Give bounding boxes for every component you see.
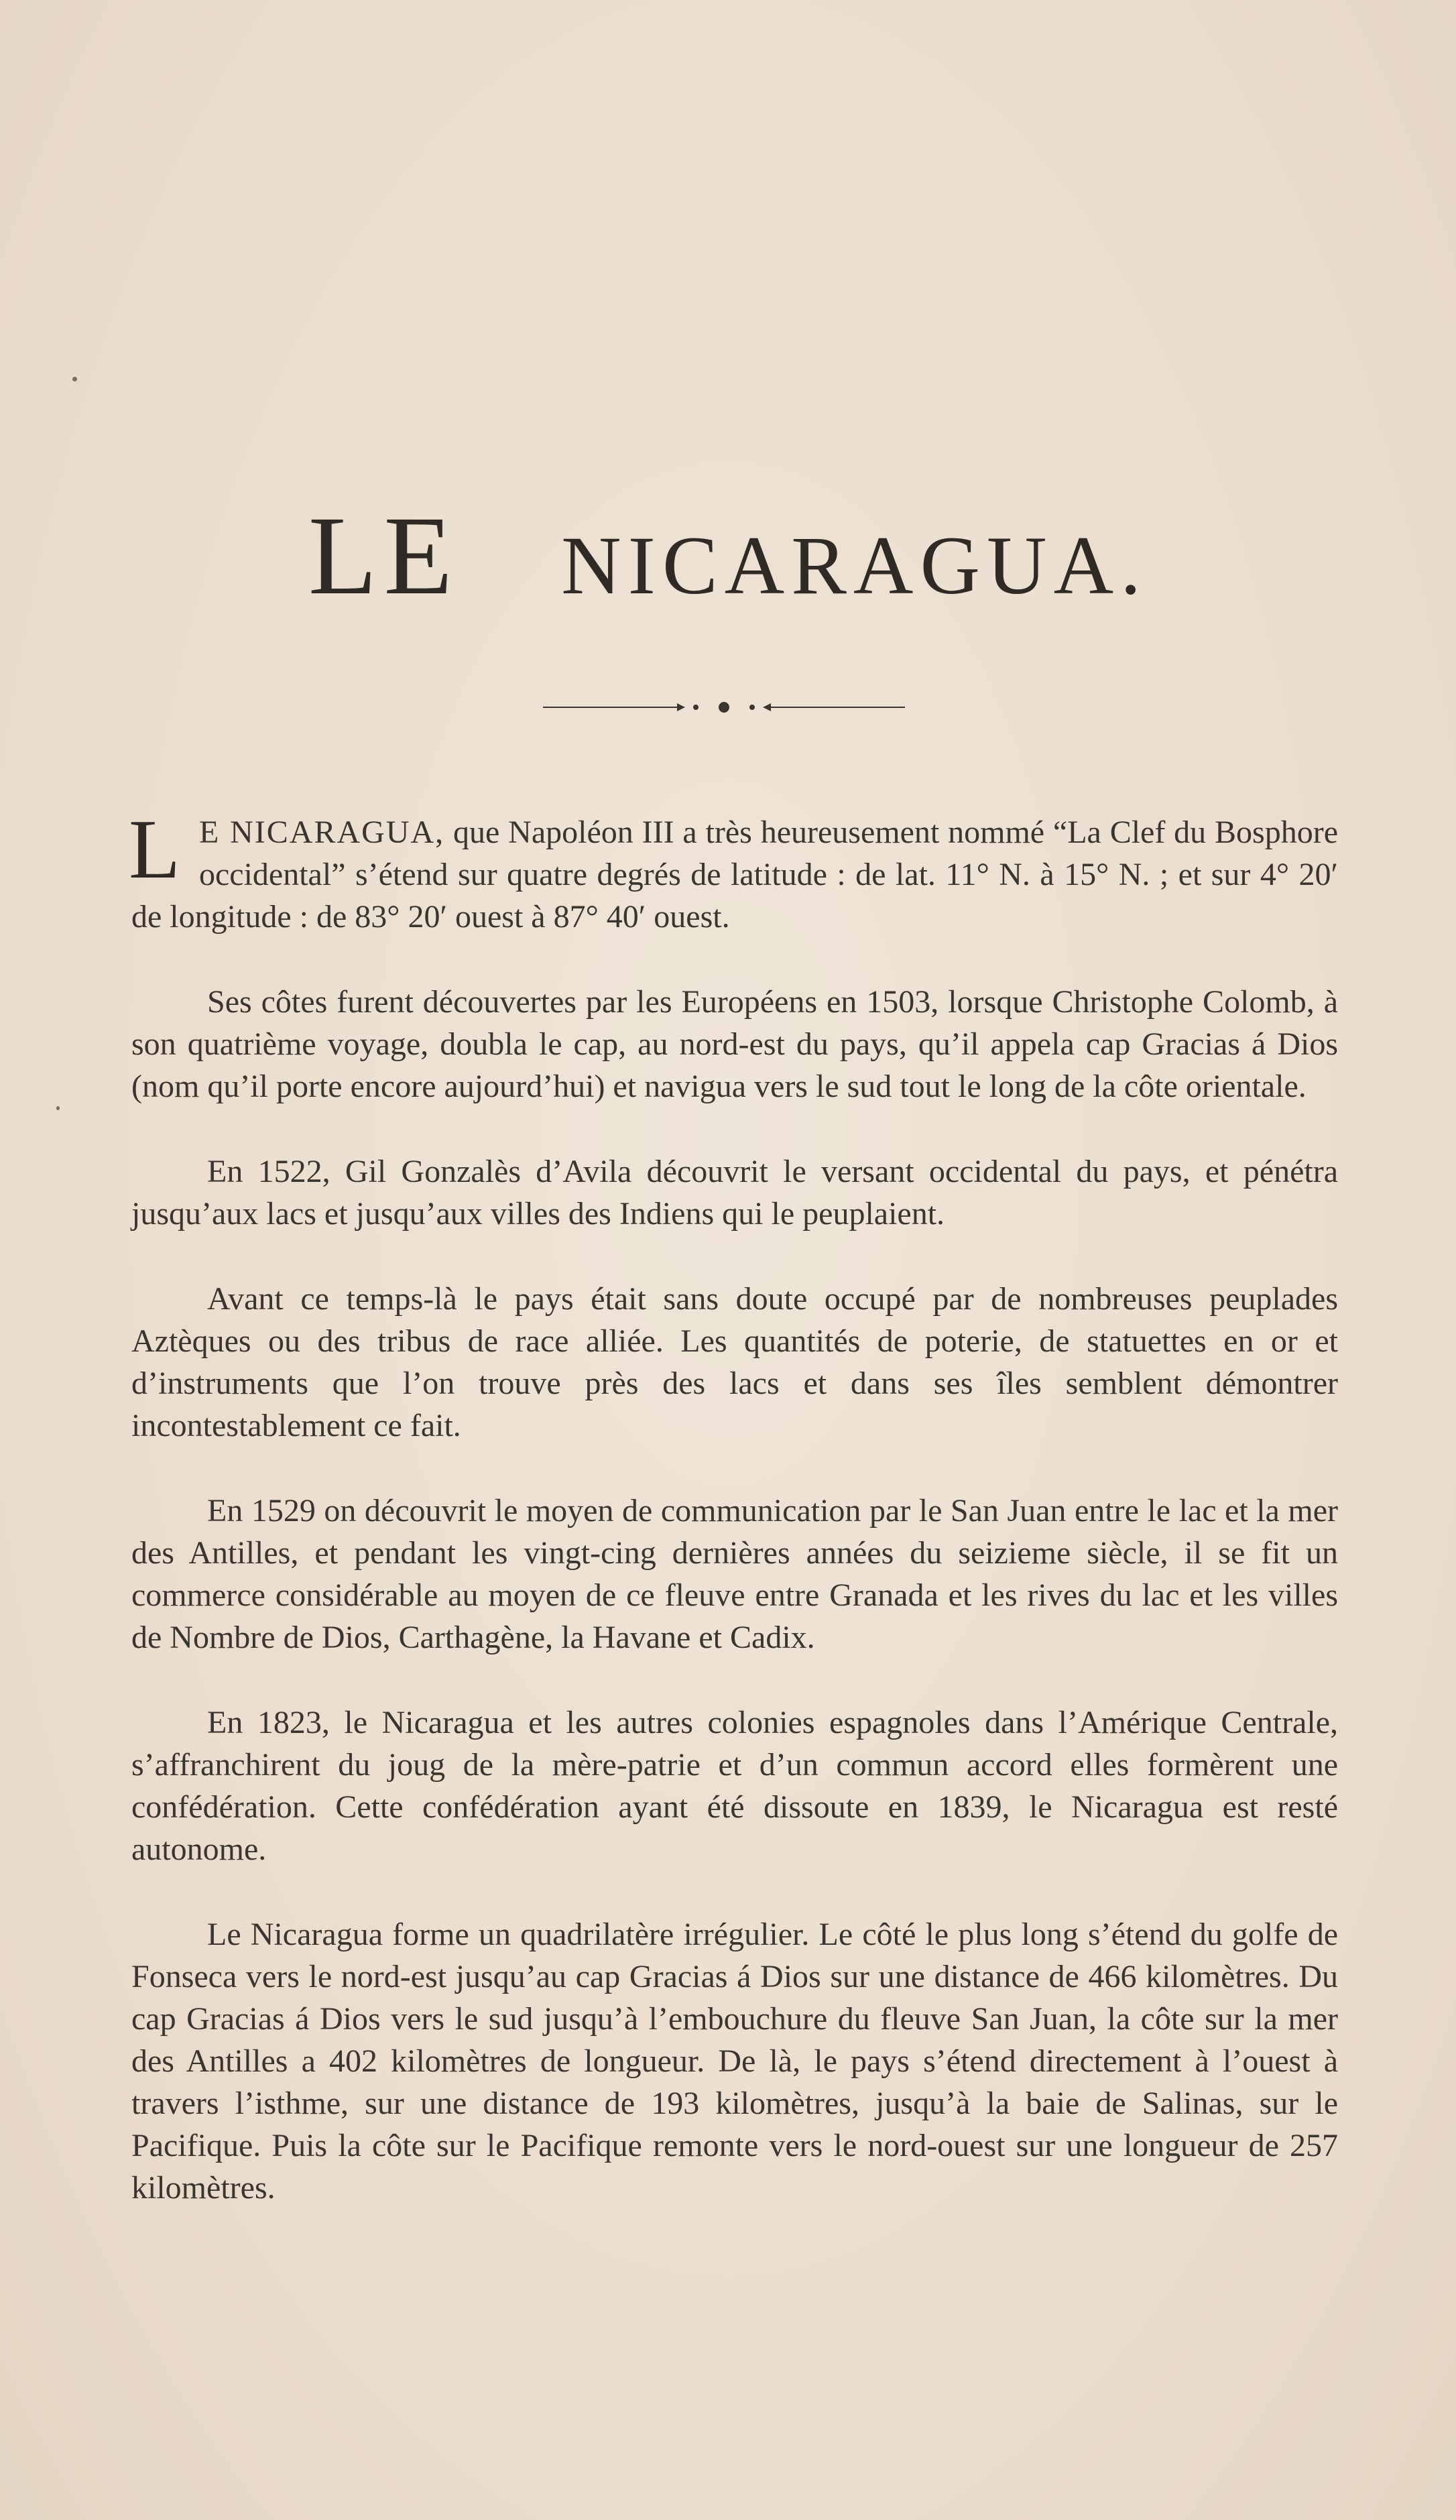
article-body [129,803,1339,2252]
title-word-le: LE [308,493,460,618]
paper-speck [56,1106,60,1110]
title-ornament [543,697,905,717]
ornament-left-arrow [677,703,685,711]
paragraph-5: En 1529 on découvrit le moyen de communication par le San Juan entre le lac et la mer des Antilles, et pendant les vingt-cing dernières années du seizieme siècle, il se fit un commerce considérable au moyen de ce fleuve entre Granada et les rives du lac et les villes de Nombre de Dios, Carthagène, la Havane et Cadix. [131,1493,1338,1655]
paragraph-1 [129,803,1339,938]
title-word-nicaragua: NICARAGUA [561,520,1121,611]
title-period: . [1120,520,1148,611]
paragraph-3: En 1522, Gil Gonzalès d’Avila découvrit le versant occidental du pays, et pénétra jusqu’aux lacs et jusqu’aux villes des Indiens qui le peuplaient. [131,1154,1338,1232]
paragraph-1-text: que Napoléon III a très heureusement nommé “La Clef du Bosphore occidental” s’étend sur quatre degrés de latitude : de lat. 11° N. à 15° N. ; et sur 4° 20′ de longitude : de 83° 20′ ouest à 87° 40′ ouest. [131,815,1339,935]
ornament-center-dot [719,702,729,713]
lead-smallcaps: E NICARAGUA, [198,815,445,850]
page-title [0,493,1456,618]
paragraph-7: Le Nicaragua forme un quadrilatère irrégulier. Le côté le plus long s’étend du golfe de Fonseca vers le nord-est jusqu’au cap Gracias á Dios sur une distance de 466 kilomètres. Du cap Gracias á Dios vers le sud jusqu’à l’embouchure du fleuve San Juan, la côte sur la mer des Antilles a 402 kilomètres de longueur. De là, le pays s’étend directement à l’ouest à travers l’isthme, sur une distance de 193 kilomètres, jusqu’à la baie de Salinas, sur le Pacifique. Puis la côte sur le Pacifique remonte vers le nord-ouest sur une longueur de 257 kilomètres. [131,1917,1338,2206]
paper-speck [72,377,77,381]
ornament-right-dot [749,705,755,710]
ornament-left-dot [693,705,699,710]
paragraph-4: Avant ce temps-là le pays était sans doute occupé par de nombreuses peuplades Aztèques ou des tribus de race alliée. Les quantités de poterie, de statuettes en or et d’instruments que l’on trouve près des lacs et dans ses îles semblent démontrer incontestablement ce fait. [131,1281,1338,1443]
paragraph-6: En 1823, le Nicaragua et les autres colonies espagnoles dans l’Amérique Centrale, s’affranchirent du joug de la mère-patrie et d’un commun accord elles formèrent une confédération. Cette confédération ayant été dissoute en 1839, le Nicaragua est resté autonome. [131,1705,1338,1867]
paragraph-2: Ses côtes furent découvertes par les Européens en 1503, lorsque Christophe Colomb, à son quatrième voyage, doubla le cap, au nord-est du pays, qu’il appela cap Gracias á Dios (nom qu’il porte encore aujourd’hui) et navigua vers le sud tout le long de la côte orientale. [131,984,1338,1104]
ornament-right-arrow [763,703,771,711]
drop-cap: L [129,803,180,896]
